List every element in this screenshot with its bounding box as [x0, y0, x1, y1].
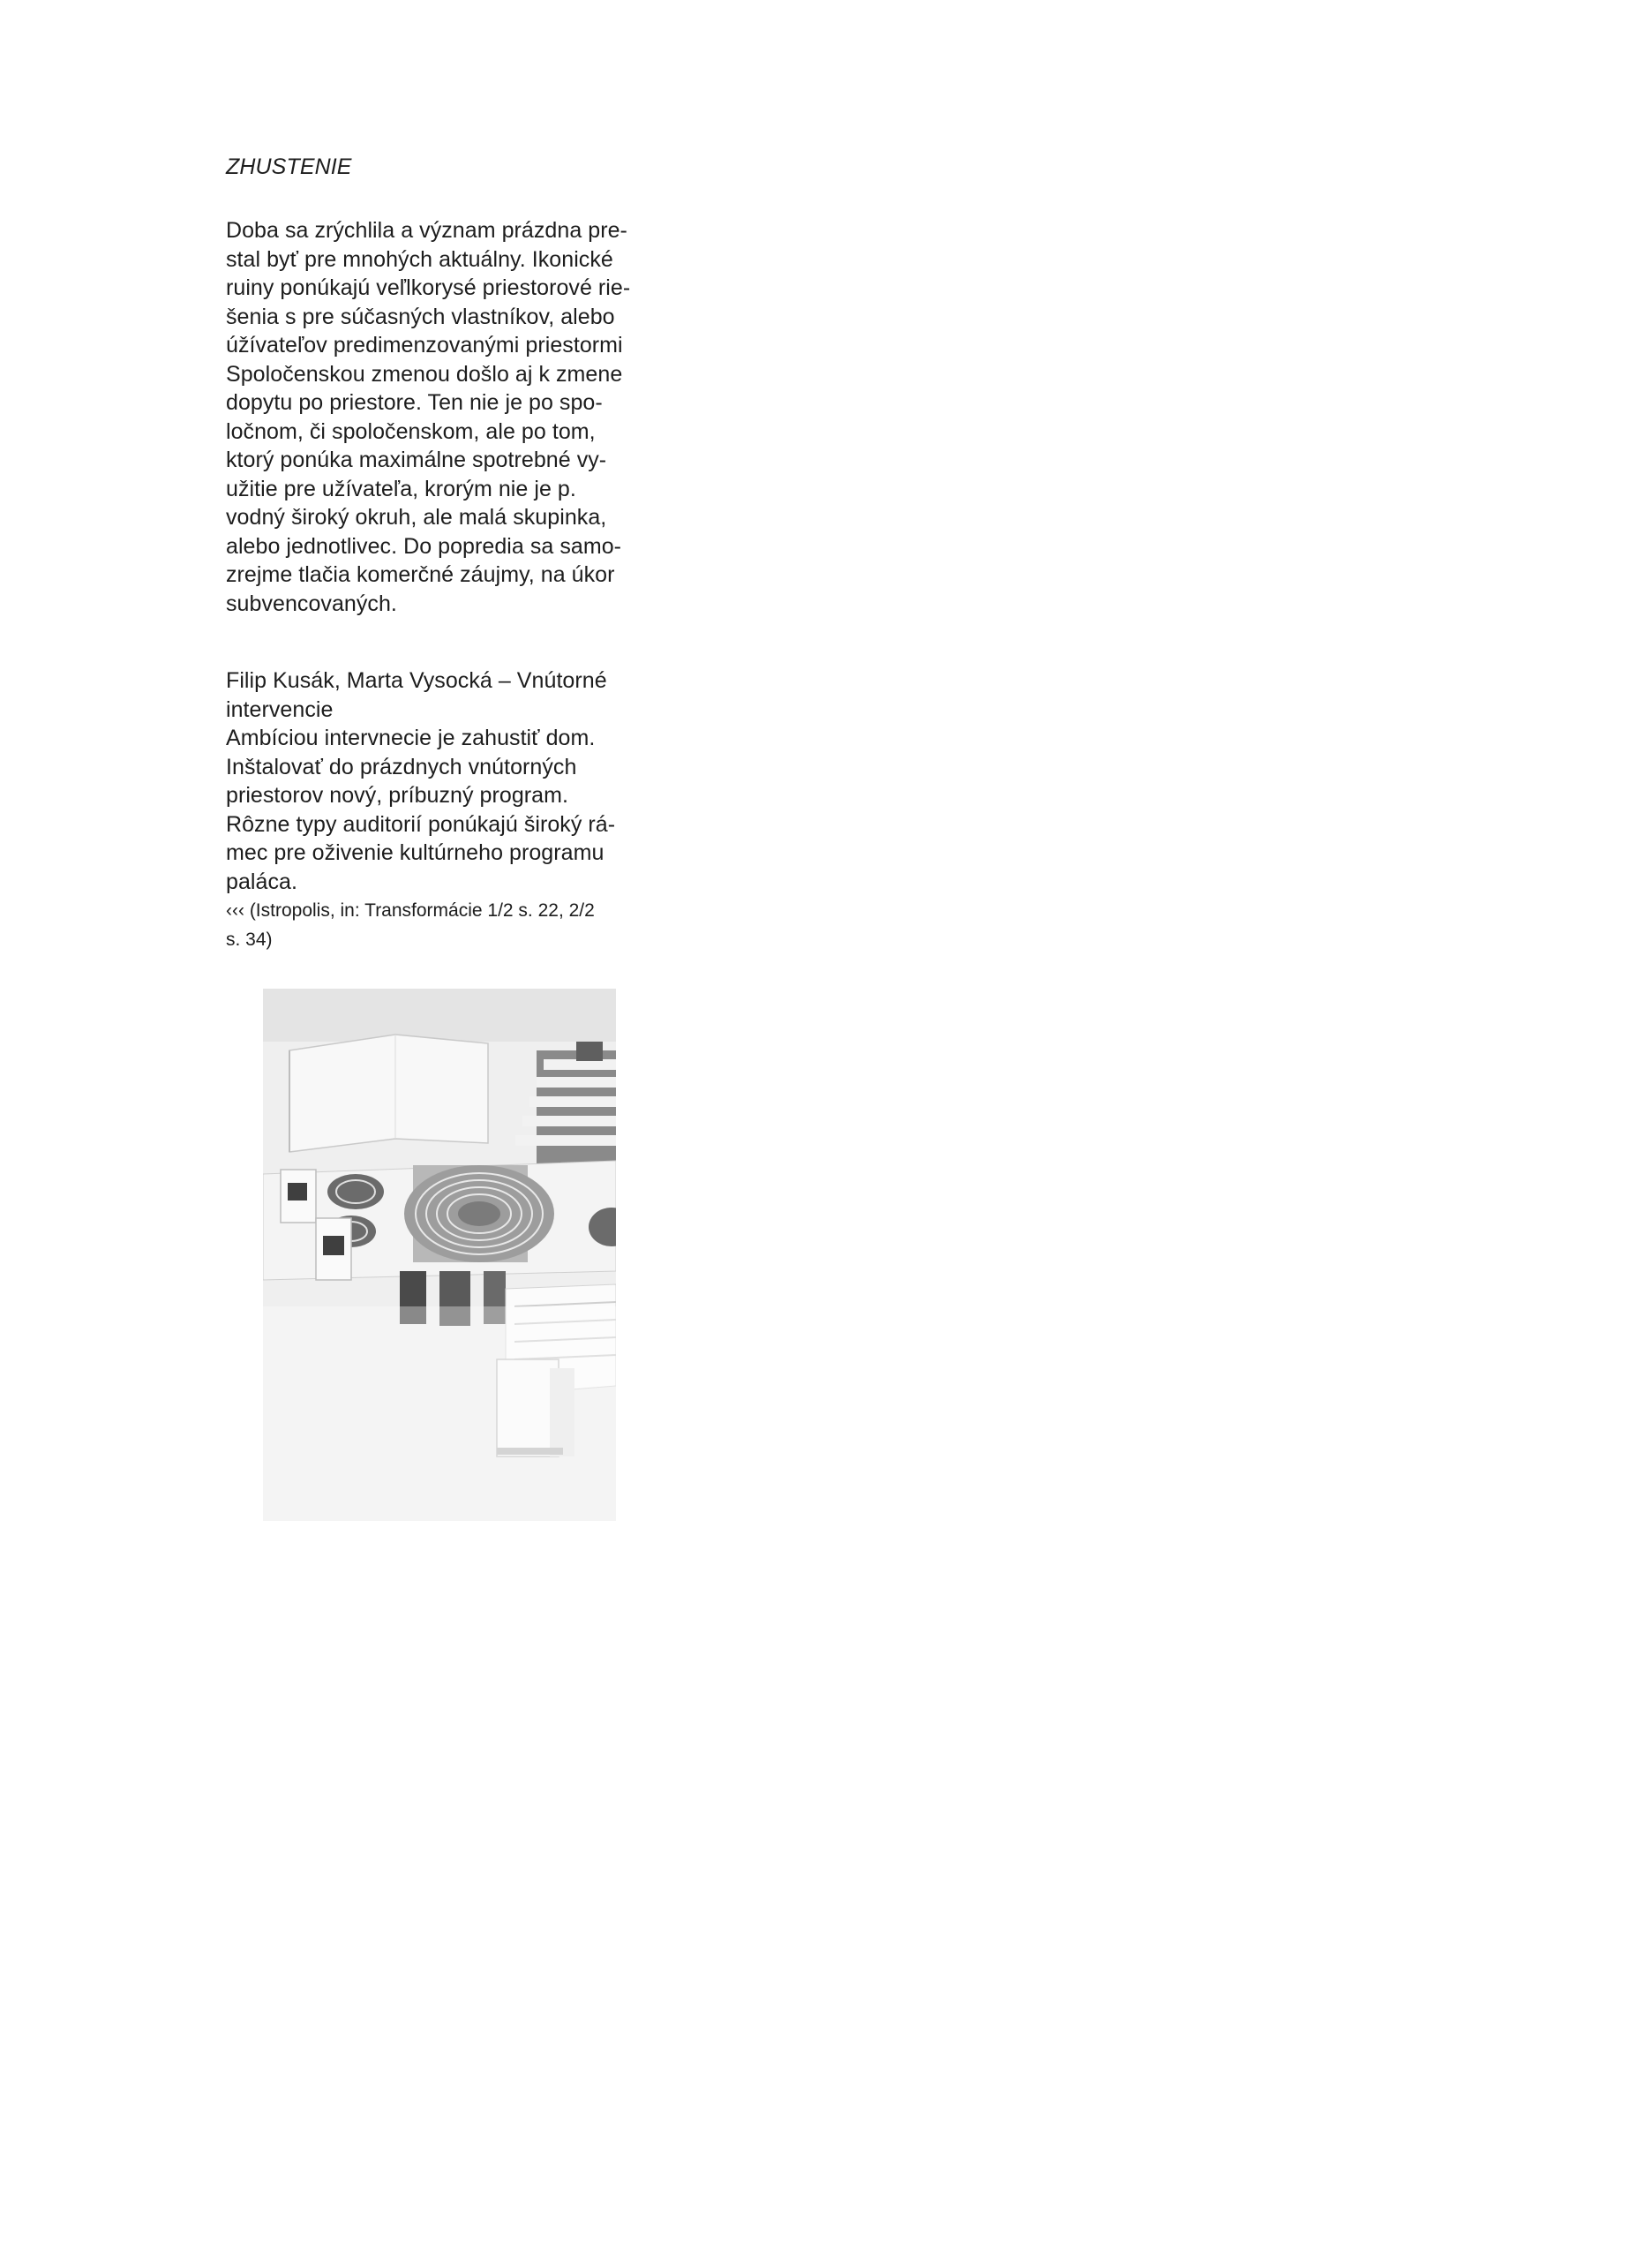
paragraph-line: subvencovaných. [226, 591, 397, 616]
paragraph-line: ktorý ponúka maximálne spotrebné vy- [226, 448, 607, 472]
project-description-line: priestorov nový, príbuzný program. [226, 783, 568, 808]
project-title-line: intervencie [226, 696, 334, 722]
section-heading: ZHUSTENIE [226, 154, 352, 179]
project-description-line: Rôzne typy auditorií ponúkajú široký rá- [226, 811, 616, 837]
project-title-line: Filip Kusák, Marta Vysocká – Vnútorné [226, 668, 607, 693]
architecture-model-photo [263, 989, 616, 1521]
paragraph-line: úžívateľov predimenzovanými priestormi [226, 333, 623, 358]
paragraph-line: zrejme tlačia komerčné záujmy, na úkor [226, 562, 615, 587]
project-description-line: Inštalovať do prázdnych vnútorných [226, 754, 577, 779]
paragraph-line: Doba sa zrýchlila a význam prázdna pre- [226, 218, 627, 243]
model-illustration [263, 989, 616, 1521]
paragraph-line: Spoločenskou zmenou došlo aj k zmene [226, 361, 623, 387]
reference-line: s. 34) [226, 930, 273, 950]
paragraph-line: ruiny ponúkajú veľlkorysé priestorové rie- [226, 275, 631, 300]
intro-paragraph [226, 216, 660, 618]
paragraph-line: stal byť pre mnohých aktuálny. Ikonické [226, 246, 613, 272]
paragraph-line: šenia s pre súčasných vlastníkov, alebo [226, 304, 615, 329]
paragraph-line: alebo jednotlivec. Do popredia sa samo- [226, 533, 622, 559]
project-description-line: paláca. [226, 869, 297, 894]
paragraph-line: vodný široký okruh, ale malá skupinka, [226, 505, 607, 530]
paragraph-line: dopytu po priestore. Ten nie je po spo- [226, 390, 603, 415]
paragraph-line: ločnom, či spoločenskom, ale po tom, [226, 418, 596, 444]
paragraph-line: užitie pre užívateľa, krorým nie je p. [226, 476, 576, 501]
project-description-line: mec pre oživenie kultúrneho programu [226, 840, 604, 865]
project-description-line: Ambíciou intervnecie je zahustiť dom. [226, 726, 596, 750]
reference-line: ‹‹‹ (Istropolis, in: Transformácie 1/2 s. 22, 2/2 [226, 900, 595, 921]
text-column [226, 150, 660, 954]
spacer [226, 618, 660, 666]
project-block [226, 666, 660, 954]
